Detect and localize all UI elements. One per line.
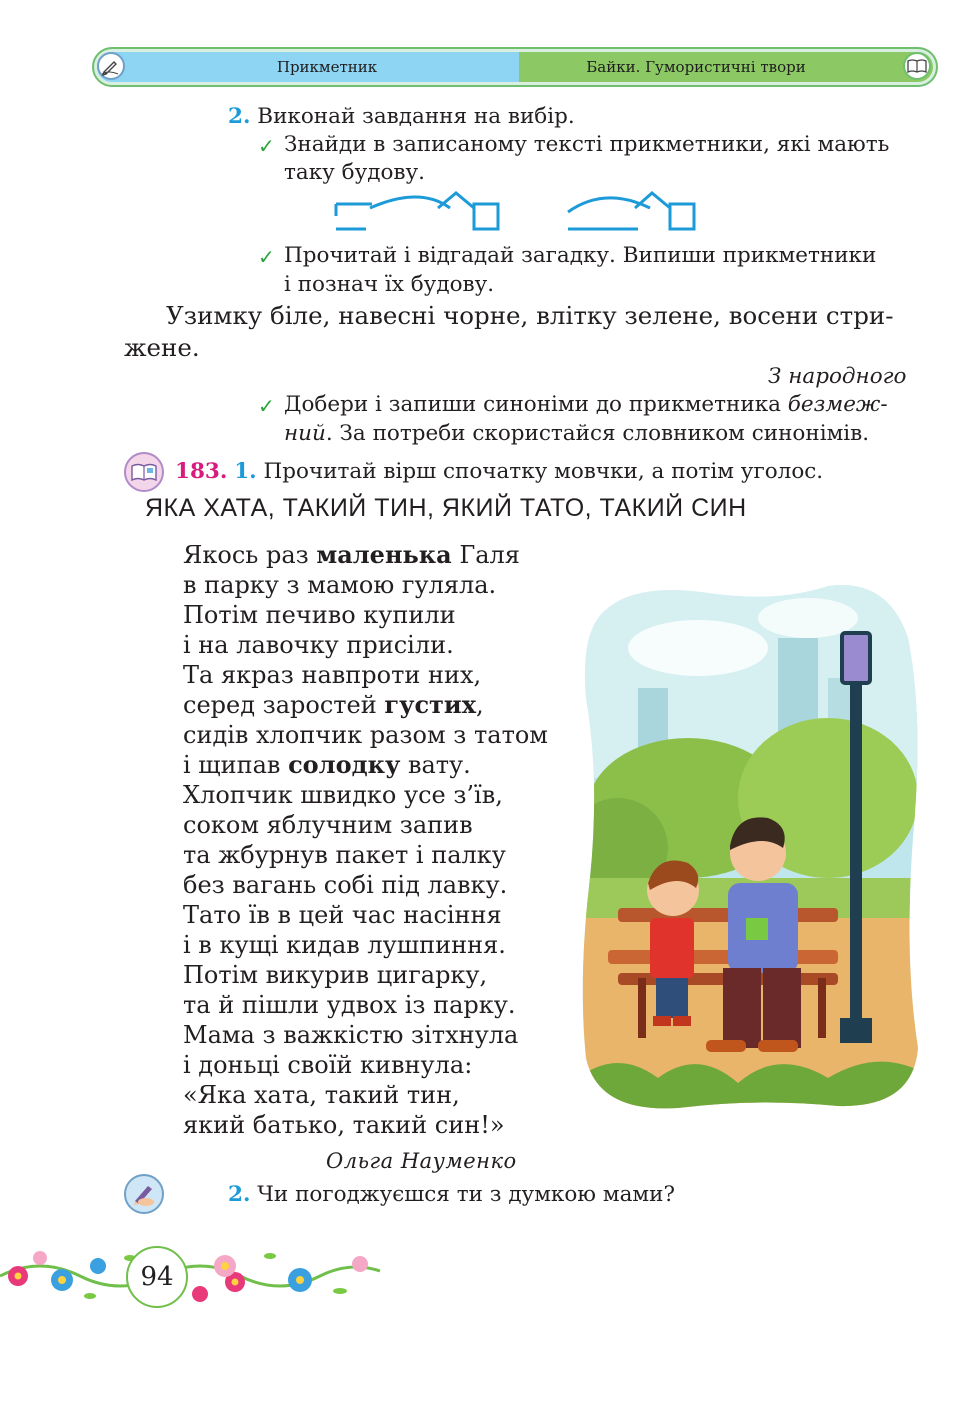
poem-line: Тато їв в цей час насіння [183, 901, 502, 929]
poem-line: «Яка хата, такий тин, [183, 1081, 460, 1109]
poem-line: Якось раз маленька Галя [183, 540, 520, 569]
header-left-section [97, 52, 519, 82]
poem-line: Потім викурив цигарку, [183, 961, 488, 989]
poem-line: і на лавочку присіли. [183, 631, 454, 659]
checkmark-icon: ✓ [258, 394, 275, 418]
flower-border-decoration [0, 1236, 385, 1316]
task-option-1-line1: Знайди в записаному тексті прикметники, які мають [284, 132, 890, 157]
task-option-2-line2: і познач їх будову. [284, 272, 495, 297]
poem-line: і доньці своїй кивнула: [183, 1051, 473, 1079]
chapter-header [92, 47, 938, 87]
park-illustration [578, 578, 924, 1113]
poem-line: Потім печиво купили [183, 601, 456, 629]
page-number: 94 [126, 1246, 188, 1308]
scheme-1 [336, 193, 498, 229]
word-structure-scheme [330, 188, 700, 236]
poem-line: Хлопчик швидко усе з’їв, [183, 781, 503, 809]
question-2: 2. Чи погоджуєшся ти з думкою мами? [228, 1182, 675, 1207]
exercise-183-heading: 183. 1. Прочитай вірш спочатку мовчки, а потім уголос. [175, 459, 824, 484]
task-option-3-line2: ний. За потреби скористайся словником синонімів. [284, 421, 870, 446]
scheme-2 [568, 193, 694, 229]
open-book-icon [903, 52, 931, 80]
header-left-title: Прикметник [276, 58, 378, 76]
riddle-line-1: Узимку біле, навесні чорне, влітку зелене, восени стри- [166, 301, 894, 330]
riddle-line-2: жене. [124, 333, 200, 362]
header-right-title: Байки. Гумористичні твори [586, 58, 806, 76]
pen-nib-icon [97, 52, 125, 80]
poem-line: серед заростей густих, [183, 690, 484, 719]
poem-line: сидів хлопчик разом з татом [183, 721, 548, 749]
task-option-3-line1: Добери і запиши синоніми до прикметника безмеж- [284, 392, 888, 417]
poem-line: та жбурнув пакет і палку [183, 841, 506, 869]
checkmark-icon: ✓ [258, 245, 275, 269]
poem-line: і в кущі кидав лушпиння. [183, 931, 506, 959]
poem-line: в парку з мамою гуляла. [183, 571, 497, 599]
poem-line: який батько, такий син!» [183, 1111, 505, 1139]
poem-author: Ольга Науменко [326, 1149, 517, 1173]
header-right-section [519, 52, 933, 82]
task-option-2-line1: Прочитай і відгадай загадку. Випиши прикметники [284, 243, 877, 268]
poem-line: Та якраз навпроти них, [183, 661, 482, 689]
poem-line: соком яблучним запив [183, 811, 473, 839]
poem-line: Мама з важкістю зітхнула [183, 1021, 519, 1049]
poem-line: і щипав солодку вату. [183, 750, 471, 779]
poem-title: ЯКА ХАТА, ТАКИЙ ТИН, ЯКИЙ ТАТО, ТАКИЙ СИН [145, 494, 747, 522]
read-book-icon [124, 452, 164, 492]
task-option-1-line2: таку будову. [284, 160, 425, 185]
write-hand-icon [124, 1174, 164, 1214]
poem-line: та й пішли удвох із парку. [183, 991, 516, 1019]
checkmark-icon: ✓ [258, 134, 275, 158]
task-2-heading: 2. Виконай завдання на вибір. [228, 104, 575, 129]
poem-line: без вагань собі під лавку. [183, 871, 508, 899]
riddle-source: З народного [768, 364, 907, 389]
